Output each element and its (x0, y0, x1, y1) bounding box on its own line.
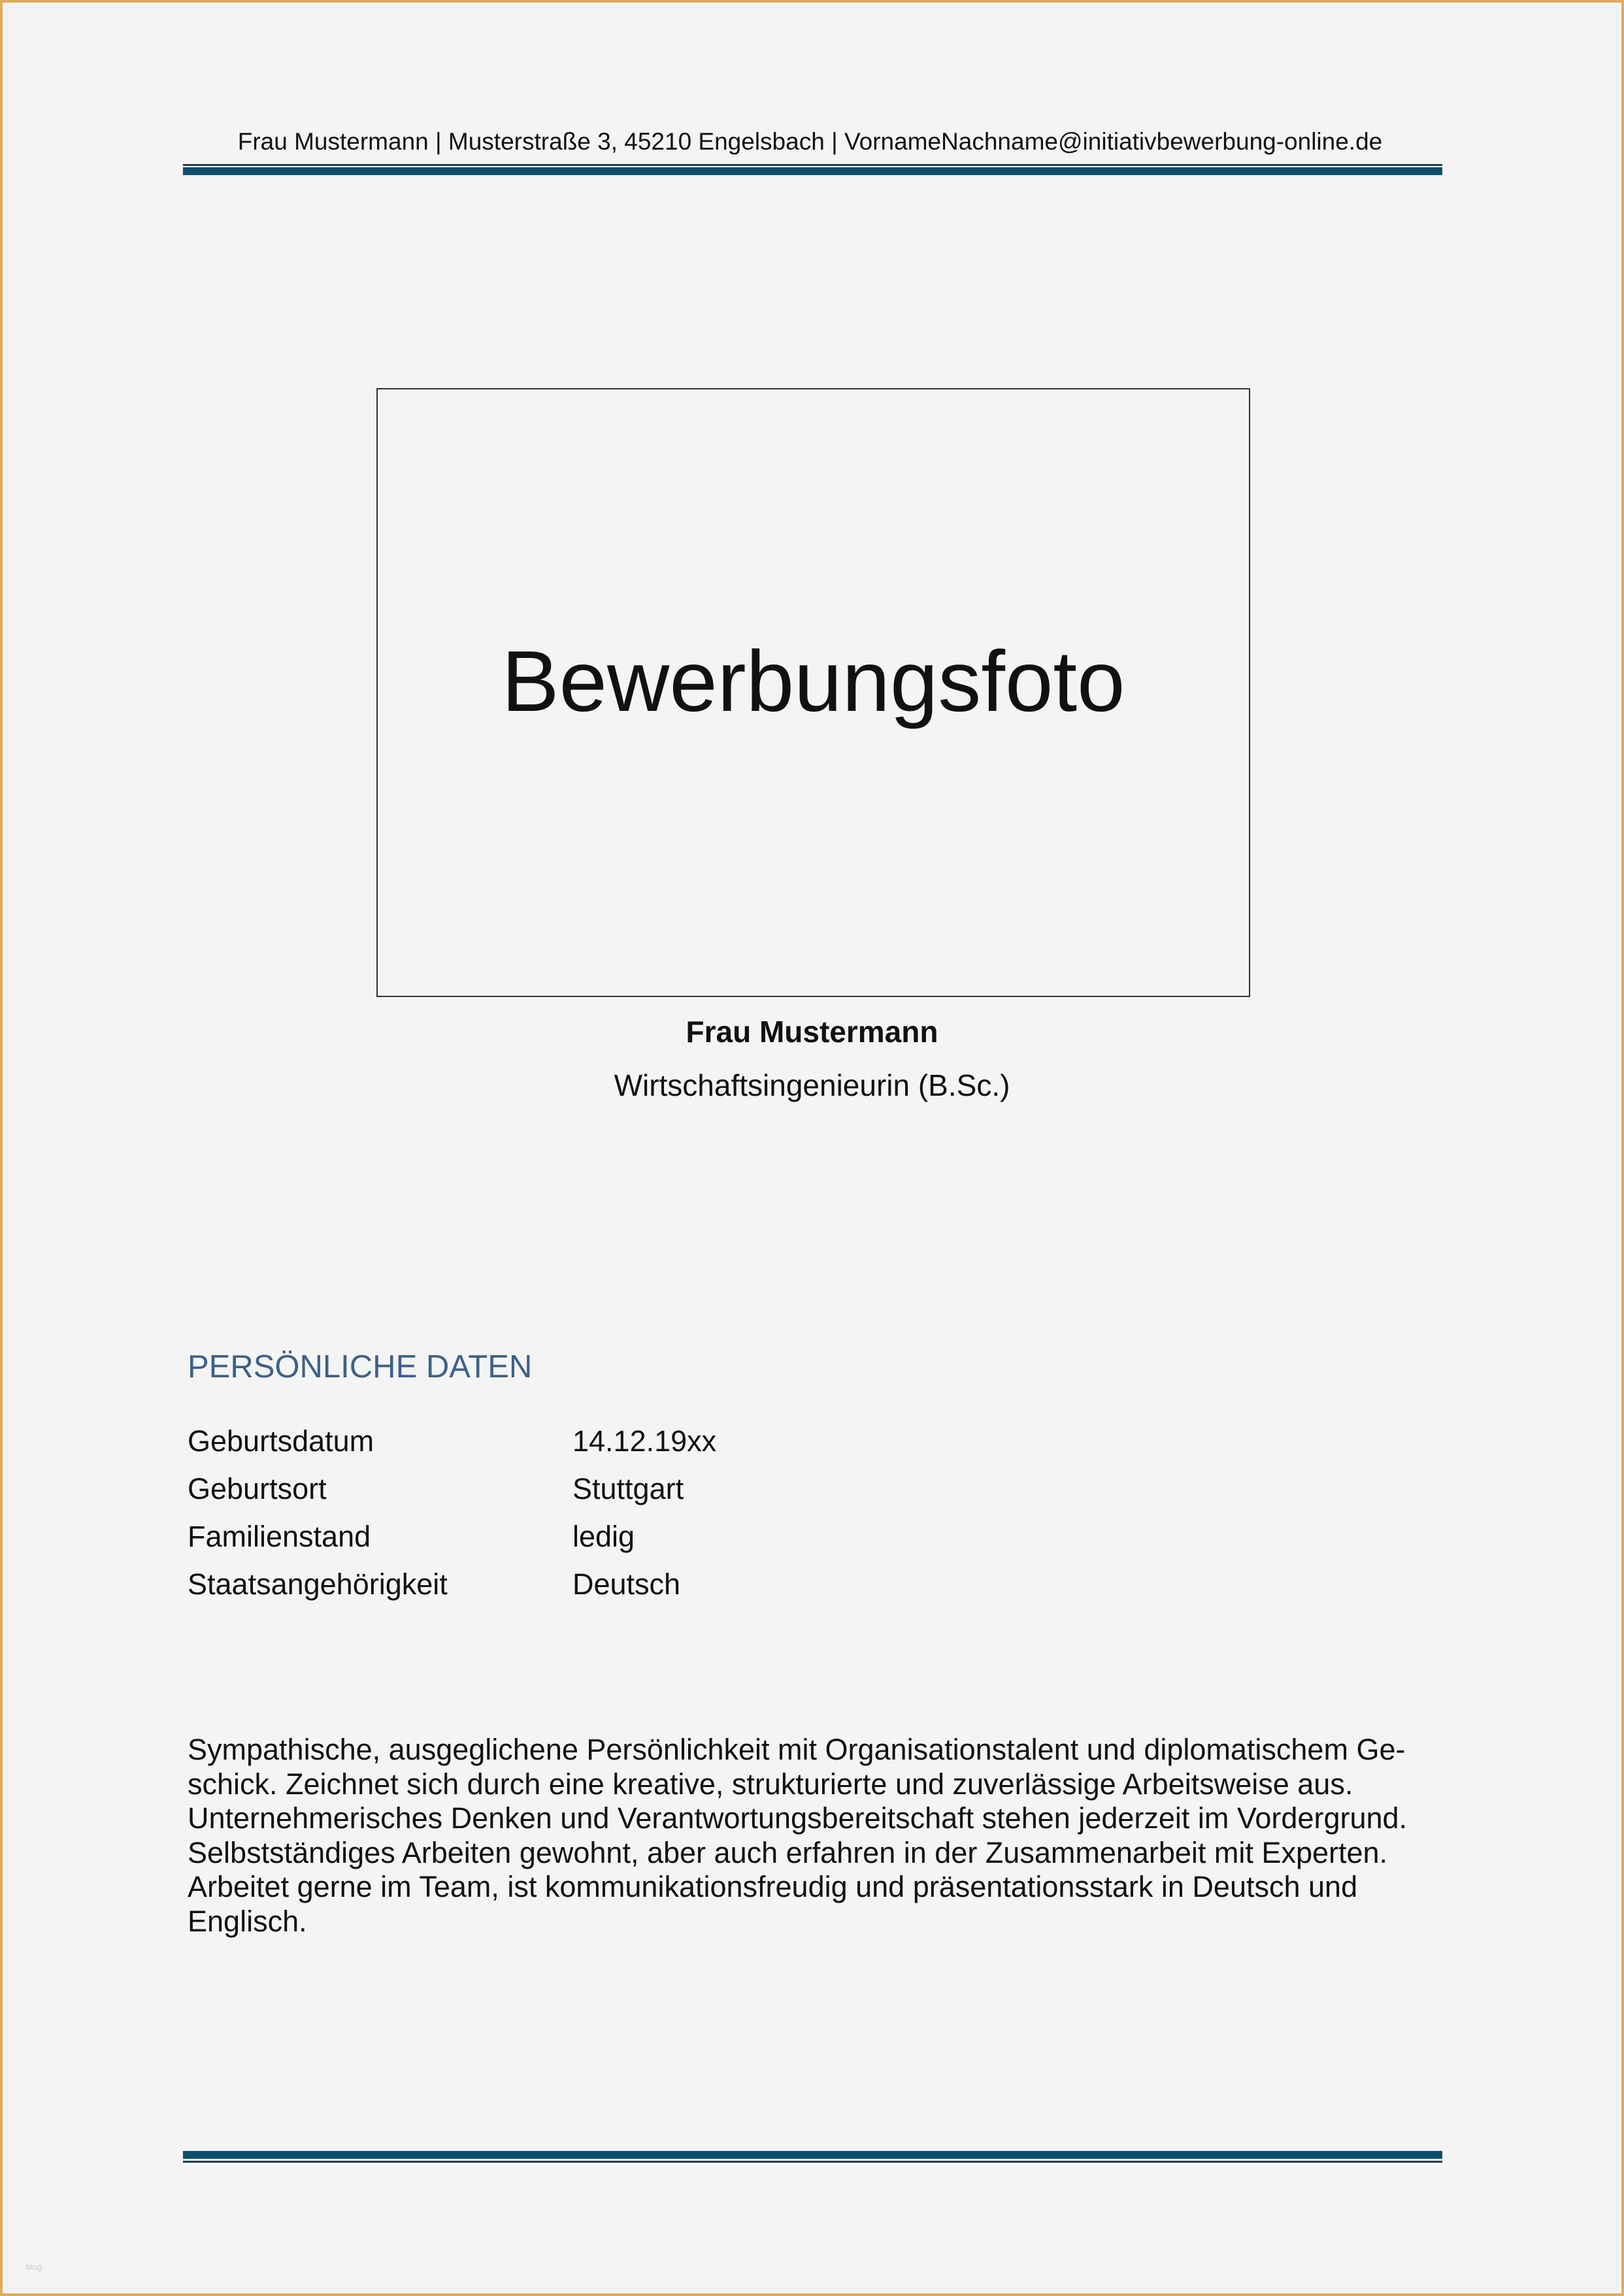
profile-line: Unternehmerisches Denken und Verantwortungsbereitschaft stehen jederzeit im Vordergrund. (188, 1801, 1408, 1835)
profile-line: Selbstständiges Arbeiten gewohnt, aber auch erfahren in der Zusammenarbeit mit Experten. (188, 1835, 1388, 1869)
row-label: Geburtsort (188, 1472, 327, 1505)
section-heading-personal-data: PERSÖNLICHE DATEN (188, 1349, 533, 1385)
personal-data-row (188, 1520, 635, 1554)
row-value: 14.12.19xx (572, 1424, 717, 1458)
applicant-title: Wirtschaftsingenieurin (B.Sc.) (614, 1068, 1010, 1102)
photo-placeholder (376, 388, 1250, 997)
profile-line: Englisch. (188, 1904, 307, 1938)
profile-paragraph (188, 1733, 1407, 1939)
photo-placeholder-label: Bewerbungsfoto (501, 632, 1125, 729)
profile-line: Arbeitet gerne im Team, ist kommunikationsfreudig und präsentationsstark in Deutsch und (188, 1870, 1358, 1903)
row-value: Deutsch (572, 1567, 681, 1601)
personal-data-row (188, 1472, 684, 1506)
profile-line: Sympathische, ausgeglichene Persönlichkeit mit Organisationstalent und diplomatischem Ge- (188, 1733, 1406, 1766)
header-rule-thick (183, 167, 1442, 175)
footer-rule-thin (183, 2161, 1442, 2163)
inner-border (7, 7, 1617, 2289)
watermark: blog (26, 2262, 42, 2272)
row-label: Staatsangehörigkeit (188, 1567, 448, 1601)
applicant-name: Frau Mustermann (686, 1015, 938, 1049)
personal-data-row (188, 1567, 681, 1601)
footer-rule-thick (183, 2151, 1442, 2159)
row-label: Familienstand (188, 1520, 371, 1553)
row-label: Geburtsdatum (188, 1424, 374, 1458)
row-value: Stuttgart (572, 1472, 684, 1505)
personal-data-row (188, 1424, 717, 1458)
profile-line: schick. Zeichnet sich durch eine kreative, strukturierte und zuverlässige Arbeitsweise aus. (188, 1767, 1353, 1801)
header-rule-thin (183, 164, 1442, 166)
row-value: ledig (572, 1520, 635, 1553)
header-contact-line: Frau Mustermann | Musterstraße 3, 45210 Engelsbach | VornameNachname@initiativbewerbung-online.de (237, 128, 1383, 155)
